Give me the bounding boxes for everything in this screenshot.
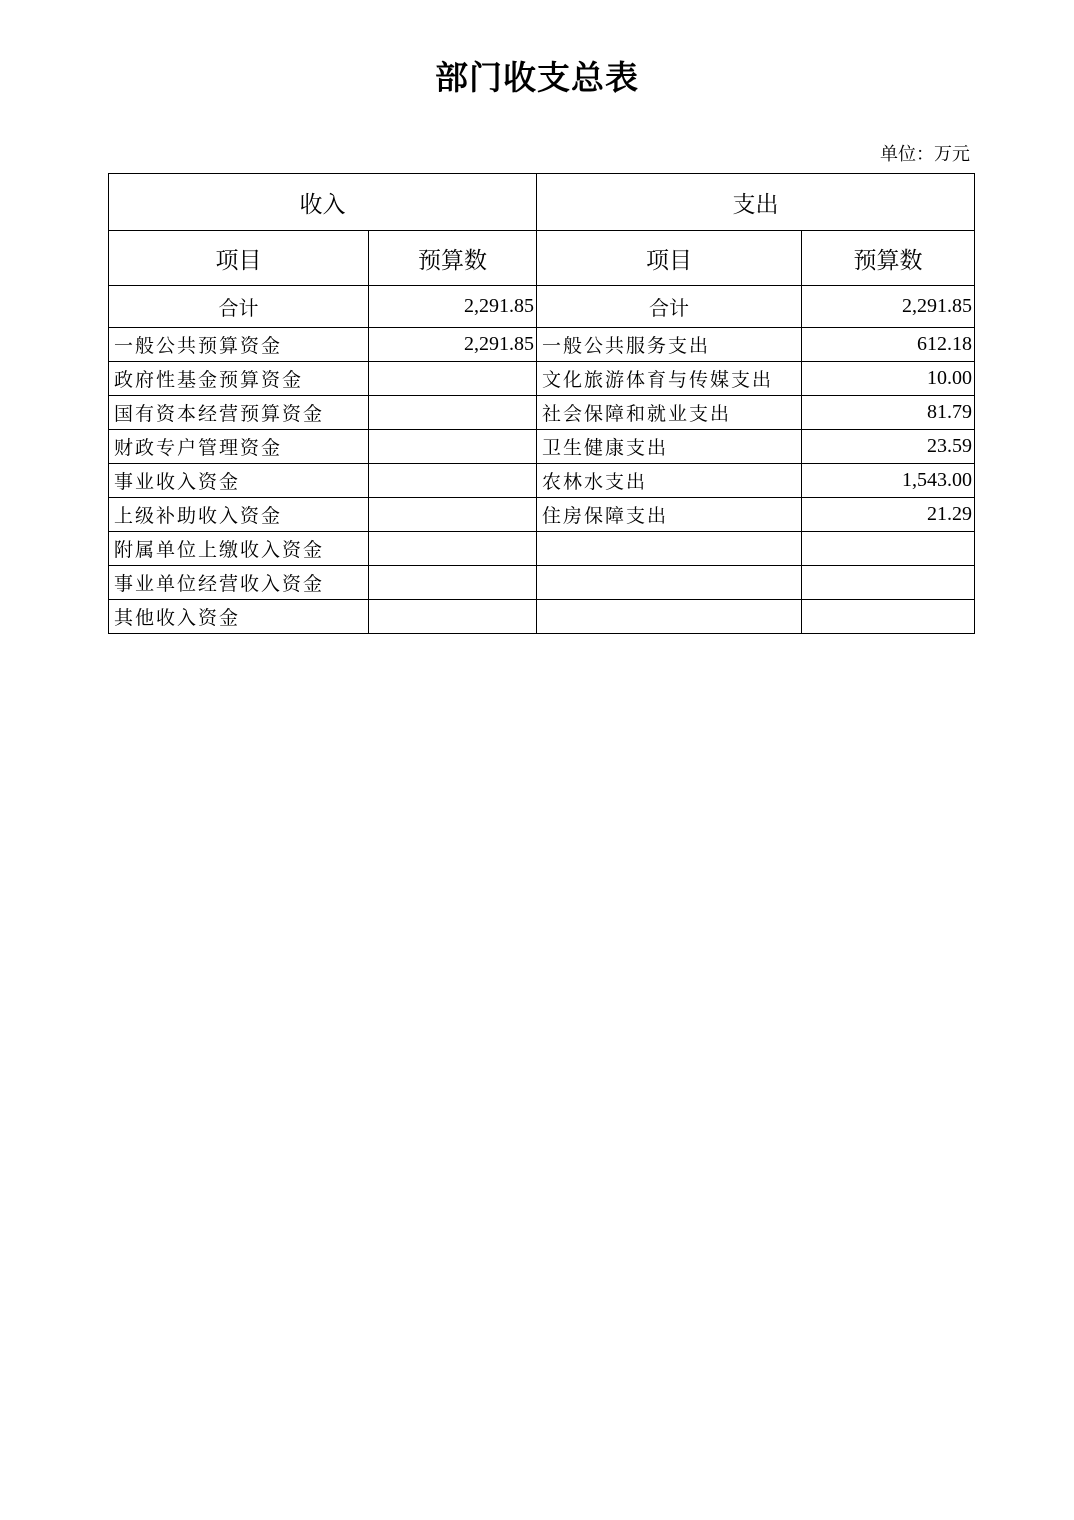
income-item-cell: 事业单位经营收入资金 <box>109 566 369 600</box>
table-row <box>109 362 975 396</box>
income-value-cell <box>369 396 537 430</box>
expense-item-cell: 农林水支出 <box>537 464 802 498</box>
section-header-row <box>109 174 975 231</box>
expense-value-cell: 10.00 <box>802 362 975 396</box>
expense-item-cell: 卫生健康支出 <box>537 430 802 464</box>
expense-value-cell <box>802 532 975 566</box>
income-item-cell: 事业收入资金 <box>109 464 369 498</box>
income-budget-header: 预算数 <box>369 231 537 286</box>
expense-value-cell: 81.79 <box>802 396 975 430</box>
income-item-cell: 一般公共预算资金 <box>109 328 369 362</box>
income-value-cell <box>369 362 537 396</box>
expense-total-label: 合计 <box>537 286 802 328</box>
income-value-cell <box>369 464 537 498</box>
expense-item-cell <box>537 532 802 566</box>
table-row <box>109 600 975 634</box>
table-row <box>109 566 975 600</box>
page-title: 部门收支总表 <box>435 58 639 97</box>
income-section-header: 收入 <box>109 174 537 231</box>
income-item-header: 项目 <box>109 231 369 286</box>
expense-value-cell: 21.29 <box>802 498 975 532</box>
income-item-cell: 上级补助收入资金 <box>109 498 369 532</box>
income-item-cell: 其他收入资金 <box>109 600 369 634</box>
expense-value-cell: 612.18 <box>802 328 975 362</box>
expense-value-cell <box>802 566 975 600</box>
income-item-cell: 政府性基金预算资金 <box>109 362 369 396</box>
table-row <box>109 498 975 532</box>
expense-item-cell: 住房保障支出 <box>537 498 802 532</box>
income-value-cell <box>369 430 537 464</box>
income-value-cell <box>369 600 537 634</box>
column-header-row <box>109 231 975 286</box>
expense-value-cell <box>802 600 975 634</box>
expense-value-cell: 23.59 <box>802 430 975 464</box>
income-value-cell: 2,291.85 <box>369 328 537 362</box>
income-item-cell: 附属单位上缴收入资金 <box>109 532 369 566</box>
expense-budget-header: 预算数 <box>802 231 975 286</box>
budget-summary-table <box>108 173 975 634</box>
income-value-cell <box>369 566 537 600</box>
expense-item-cell <box>537 600 802 634</box>
table-row <box>109 532 975 566</box>
table-row <box>109 396 975 430</box>
expense-item-header: 项目 <box>537 231 802 286</box>
expense-total-value: 2,291.85 <box>802 286 975 328</box>
unit-label: 单位：万元 <box>880 144 970 165</box>
expense-value-cell: 1,543.00 <box>802 464 975 498</box>
expense-item-cell: 社会保障和就业支出 <box>537 396 802 430</box>
income-value-cell <box>369 532 537 566</box>
expense-item-cell <box>537 566 802 600</box>
income-total-label: 合计 <box>109 286 369 328</box>
expense-item-cell: 文化旅游体育与传媒支出 <box>537 362 802 396</box>
income-item-cell: 国有资本经营预算资金 <box>109 396 369 430</box>
expense-section-header: 支出 <box>537 174 975 231</box>
income-total-value: 2,291.85 <box>369 286 537 328</box>
table-row <box>109 328 975 362</box>
table-row <box>109 464 975 498</box>
expense-item-cell: 一般公共服务支出 <box>537 328 802 362</box>
total-row <box>109 286 975 328</box>
table-row <box>109 430 975 464</box>
income-item-cell: 财政专户管理资金 <box>109 430 369 464</box>
income-value-cell <box>369 498 537 532</box>
